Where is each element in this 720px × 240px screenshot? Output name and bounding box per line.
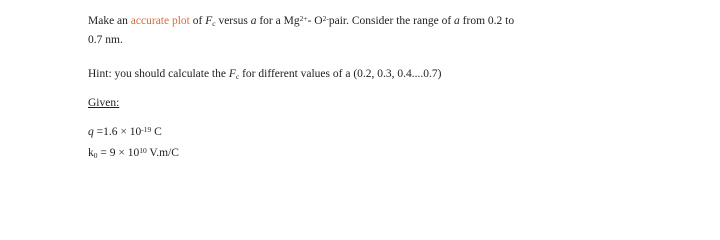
constant-equation xyxy=(88,146,179,160)
separation-symbol: a xyxy=(250,15,257,27)
hint-text: Hint: you should calculate the xyxy=(88,68,229,80)
hint-text: for different values of a (0.2, 0.3, 0.4....0.7) xyxy=(239,68,442,80)
accurate-plot-highlight: accurate plot xyxy=(130,15,190,27)
question-text: from 0.2 to xyxy=(459,15,515,27)
question-text: Make an xyxy=(88,15,131,27)
separation-symbol: a xyxy=(454,15,460,27)
force-subscript: c xyxy=(235,71,240,81)
constant-unit: V.m/C xyxy=(146,147,179,159)
force-symbol: F xyxy=(228,68,236,80)
charge-equation xyxy=(88,125,162,139)
o-charge-superscript: 2- xyxy=(322,13,329,23)
mg-charge-superscript: 2+ xyxy=(299,13,308,23)
given-heading: Given: xyxy=(88,97,120,109)
question-text: pair. Consider the range of xyxy=(328,15,455,27)
charge-unit: C xyxy=(151,126,162,138)
charge-value: =1.6 × 10 xyxy=(93,126,142,138)
force-symbol: F xyxy=(205,15,213,27)
constant-value: = 9 × 10 xyxy=(97,147,140,159)
charge-exponent: -19 xyxy=(141,124,152,134)
question-line-2: 0.7 nm. xyxy=(88,34,123,46)
charge-symbol: q xyxy=(88,126,94,138)
question-text: of xyxy=(189,15,206,27)
question-line-1 xyxy=(88,14,514,28)
hint-line xyxy=(88,67,441,81)
force-subscript: c xyxy=(212,18,216,28)
constant-exponent: 10 xyxy=(139,145,147,155)
constant-symbol: k xyxy=(88,147,94,159)
question-text: versus xyxy=(215,15,251,27)
question-text: for a Mg xyxy=(256,15,300,27)
question-text: - O xyxy=(307,15,323,27)
constant-subscript: 0 xyxy=(93,150,98,160)
